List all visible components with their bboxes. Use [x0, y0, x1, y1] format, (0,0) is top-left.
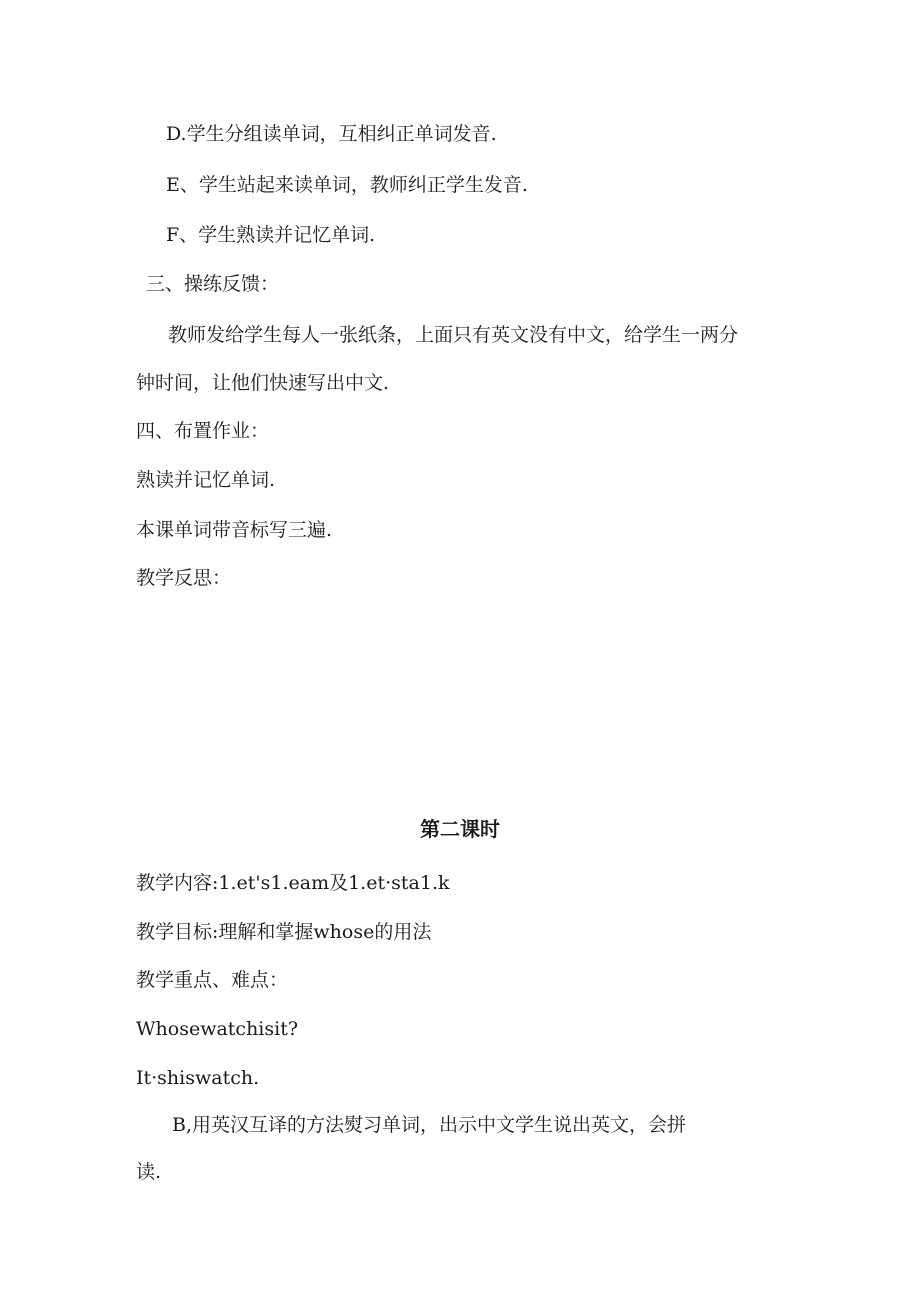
section-heading-reflection: 教学反思： [136, 567, 232, 589]
step-e: E、学生站起来读单词，教师纠正学生发音. [166, 174, 528, 196]
step-d: D.学生分组读单词，互相纠正单词发音. [166, 123, 497, 145]
paragraph-practice-line-2: 钟时间，让他们快速写出中文. [136, 372, 390, 394]
lesson-2-step-b-line-2: 读. [136, 1161, 162, 1183]
paragraph-practice-line-1: 教师发给学生每人一张纸条，上面只有英文没有中文，给学生一两分 [168, 324, 739, 346]
lesson-2-sentence-1: Whosewatchisit? [136, 1018, 299, 1040]
lesson-2-step-b-line-1: B,用英汉互译的方法熨习单词，出示中文学生说出英文，会拼 [172, 1114, 687, 1136]
lesson-2-content: 教学内容:1.et's1.eam及1.et·sta1.k [136, 872, 450, 894]
section-heading-practice: 三、操练反馈： [146, 273, 280, 295]
step-f: F、学生熟读并记忆单词. [166, 224, 376, 246]
section-heading-homework: 四、布置作业： [136, 420, 270, 442]
lesson-2-key-points: 教学重点、难点： [136, 969, 289, 991]
homework-item-2: 本课单词带音标写三遍. [136, 519, 333, 541]
homework-item-1: 熟读并记忆单词. [136, 469, 276, 491]
lesson-2-title: 第二课时 [420, 817, 500, 841]
lesson-2-sentence-2: It·shiswatch. [136, 1067, 260, 1089]
lesson-2-objective: 教学目标:理解和掌握whose的用法 [136, 921, 432, 943]
